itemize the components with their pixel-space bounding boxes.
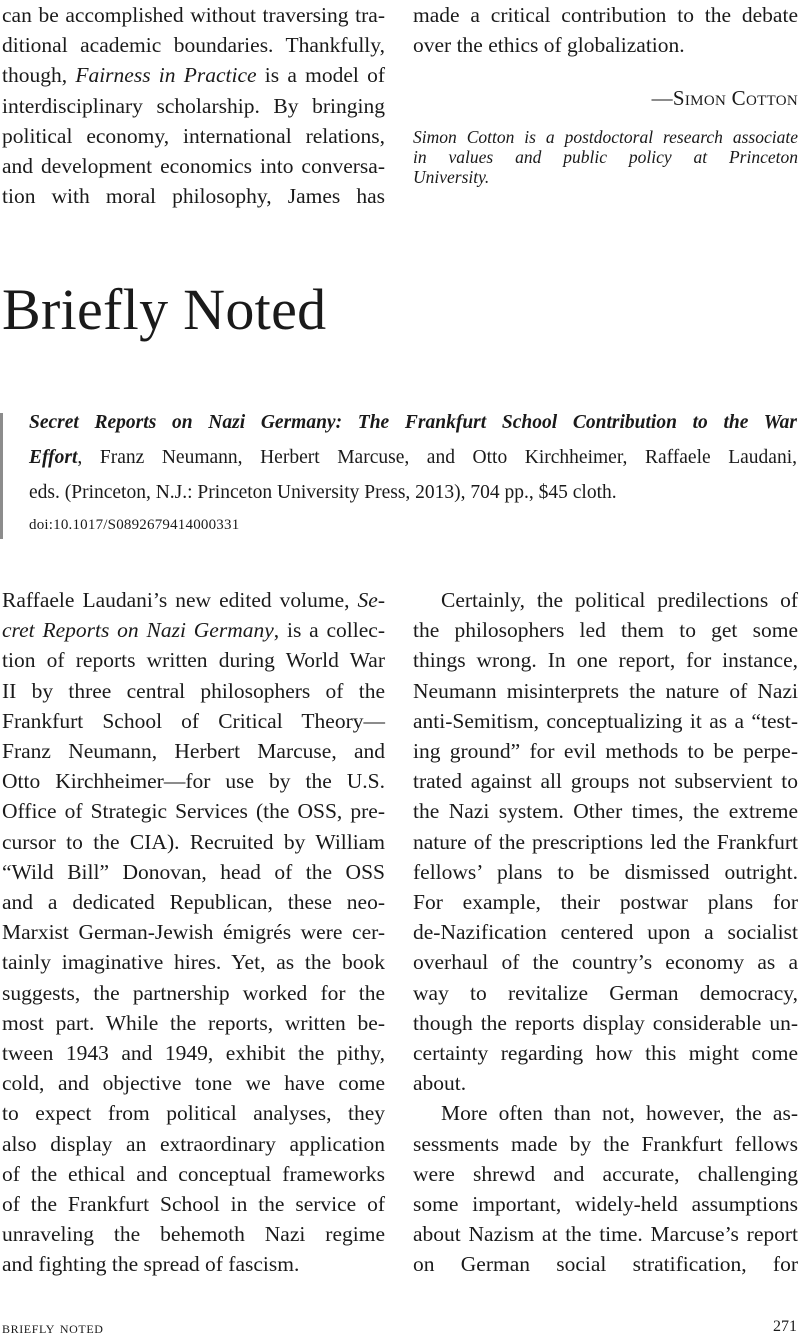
text-line: Frankfurt School of Critical Theory— [2, 708, 385, 733]
text-line: ditional academic boundaries. Thankfully, [2, 33, 385, 58]
editors: , Franz Neumann, Herbert Marcuse, and Otto Kirchheimer, Raffaele Laudani, [77, 447, 797, 468]
text-line: and development economics into conversa- [2, 154, 385, 179]
publication-info: eds. (Princeton, N.J.: Princeton University Press, 2013), 704 pp., $45 cloth. [29, 482, 617, 503]
text-line: de-Nazification centered upon a socialist [413, 920, 798, 945]
text-line: tion of reports written during World War [2, 648, 385, 673]
text-line: the Nazi system. Other times, the extreme [413, 799, 798, 824]
text-line [2, 585, 385, 615]
text-line: the philosophers led them to get some [413, 618, 798, 643]
text-line: Otto Kirchheimer—for use by the U.S. [2, 769, 385, 794]
text-line: Marxist German-Jewish émigrés were cer- [2, 920, 385, 945]
text-line: about. [413, 1071, 467, 1096]
text-line: nature of the prescriptions led the Frankfurt [413, 829, 798, 854]
text-line: ing ground” for evil methods to be perpe- [413, 739, 798, 764]
previous-review-left-column [2, 0, 385, 211]
text-line: sessments made by the Frankfurt fellows [413, 1131, 798, 1156]
text-line: unraveling the behemoth Nazi regime [2, 1222, 385, 1247]
book-title-italic: Fairness in Practice [75, 63, 257, 88]
citation-text [29, 405, 797, 535]
text-line: Neumann misinterprets the nature of Nazi [413, 678, 798, 703]
bio-line: Simon Cotton is a postdoctoral research associate [413, 127, 798, 148]
text-line: over the ethics of globalization. [413, 33, 685, 58]
citation-accent-bar [0, 413, 3, 539]
text-line: to expect from political analyses, they [2, 1101, 385, 1126]
reviewer-signature: —Simon Cotton [651, 86, 798, 111]
review-left-column [2, 585, 385, 1280]
text-line: tion with moral philosophy, James has [2, 184, 385, 209]
text-line [2, 60, 385, 90]
text-line: about Nazism at the time. Marcuse’s report [413, 1222, 798, 1247]
text-line: More often than not, however, the as- [441, 1101, 798, 1126]
text-line: tween 1943 and 1949, exhibit the pithy, [2, 1041, 385, 1066]
book-title-line: Secret Reports on Nazi Germany: The Frankfurt School Contribution to the War [29, 412, 797, 433]
text-line: most part. While the reports, written be- [2, 1010, 385, 1035]
page-number: 271 [773, 1318, 797, 1335]
text-line: and fighting the spread of fascism. [2, 1252, 300, 1277]
bio-line: in values and public policy at Princeton [413, 147, 798, 168]
text-line: were shrewd and accurate, challenging [413, 1161, 798, 1186]
text-line: Office of Strategic Services (the OSS, pre- [2, 799, 385, 824]
text-line: interdisciplinary scholarship. By bringing [2, 93, 385, 118]
text-line: of the Frankfurt School in the service of [2, 1192, 385, 1217]
text-line [2, 615, 385, 645]
book-title-italic: Se- [357, 588, 385, 612]
text-line: cursor to the CIA). Recruited by William [2, 829, 385, 854]
text-fragment: though, [2, 63, 76, 88]
text-line: some important, widely-held assumptions [413, 1192, 798, 1217]
text-line: cold, and objective tone we have come [2, 1071, 385, 1096]
text-line: anti-Semitism, conceptualizing it as a “test- [413, 708, 798, 733]
text-line: way to revitalize German democracy, [413, 980, 798, 1005]
previous-review-right-column [413, 0, 798, 187]
text-line: Franz Neumann, Herbert Marcuse, and [2, 739, 385, 764]
doi-link[interactable]: doi:10.1017/S0892679414000331 [29, 517, 240, 533]
text-line: For example, their postwar plans for [413, 890, 798, 915]
text-line: though the reports display considerable un- [413, 1010, 798, 1035]
running-head: briefly noted [2, 1318, 104, 1337]
text-line: political economy, international relations, [2, 123, 385, 148]
text-fragment: is a model of [256, 63, 385, 88]
paragraph [413, 585, 798, 1098]
text-line: trated against all groups not subservient to [413, 769, 798, 794]
page-footer [0, 1318, 800, 1340]
text-line: on German social stratification, for [413, 1252, 798, 1277]
text-line: also display an extraordinary application [2, 1131, 385, 1156]
text-line: Certainly, the political predilections of [441, 588, 798, 612]
text-line: overhaul of the country’s economy as a [413, 950, 798, 975]
text-line: can be accomplished without traversing tra- [2, 3, 385, 27]
review-right-column [413, 585, 798, 1280]
text-line: suggests, the partnership worked for the [2, 980, 385, 1005]
bio-line: University. [413, 167, 490, 188]
book-title-end: Effort [29, 447, 78, 468]
text-line: made a critical contribution to the debate [413, 3, 798, 27]
book-title-italic: cret Reports on Nazi Germany [2, 618, 274, 643]
section-title: Briefly Noted [2, 277, 327, 342]
text-line: fellows’ plans to be dismissed outright. [413, 859, 798, 884]
book-citation [0, 405, 800, 540]
author-bio [413, 127, 798, 187]
citation-line [29, 440, 797, 475]
text-line: things wrong. In one report, for instance, [413, 648, 798, 673]
text-line: “Wild Bill” Donovan, head of the OSS [2, 859, 385, 884]
text-fragment: Raffaele Laudani’s new edited volume, [2, 588, 358, 612]
text-line: tainly imaginative hires. Yet, as the book [2, 950, 385, 975]
text-fragment: , is a collec- [273, 618, 385, 643]
paragraph [413, 1098, 798, 1279]
text-line: certainty regarding how this might come [413, 1041, 798, 1066]
text-line: of the ethical and conceptual frameworks [2, 1161, 385, 1186]
text-line: II by three central philosophers of the [2, 678, 385, 703]
text-line: and a dedicated Republican, these neo- [2, 890, 385, 915]
